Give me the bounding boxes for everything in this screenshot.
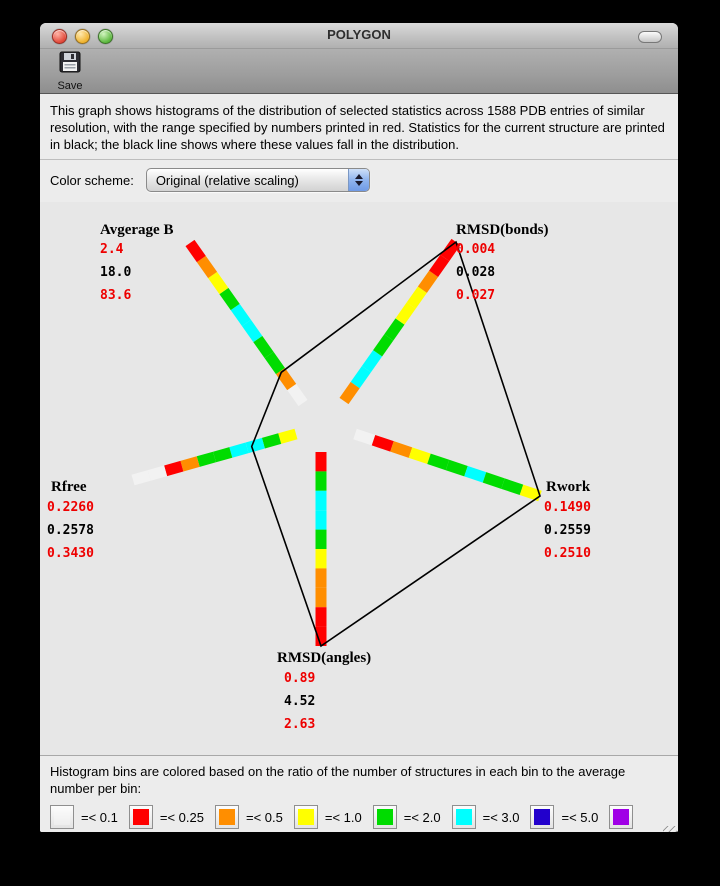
- axis-max-value-rmsd-angles: 2.63: [284, 717, 316, 732]
- axis-min-value-rmsd-bonds: 0.004: [456, 242, 496, 257]
- axis-max-value-rwork: 0.2510: [544, 546, 591, 561]
- legend-bins-row: [50, 805, 668, 829]
- histogram-segment: [429, 459, 448, 465]
- axis-current-value-rfree: 0.2578: [47, 523, 94, 538]
- axis-min-value-avgerage-b: 2.4: [100, 242, 124, 257]
- description-panel: [40, 94, 678, 160]
- legend-bin-swatch: [129, 805, 153, 829]
- histogram-segment: [466, 471, 485, 477]
- histogram-segment: [263, 439, 279, 444]
- histogram-segment: [166, 466, 182, 471]
- histogram-segment: [231, 448, 247, 453]
- legend-bin: [452, 805, 520, 829]
- histogram-segment: [400, 306, 411, 322]
- popup-arrows-icon: [348, 169, 369, 191]
- axis-label-rmsd-bonds: RMSD(bonds): [456, 222, 549, 238]
- save-floppy-icon: [58, 61, 82, 78]
- axis-label-rfree: Rfree: [51, 479, 87, 495]
- histogram-segment: [366, 353, 377, 369]
- histogram-segment: [224, 291, 235, 307]
- histogram-segment: [448, 465, 467, 471]
- axis-max-value-avgerage-b: 83.6: [100, 288, 132, 303]
- legend-bin-label: =< 1.0: [324, 809, 362, 825]
- polygon-window: [40, 23, 678, 832]
- color-scheme-popup[interactable]: [146, 168, 370, 192]
- legend-bin: [50, 805, 118, 829]
- histogram-segment: [280, 371, 291, 387]
- histogram-segment: [215, 452, 231, 457]
- histogram-segment: [198, 457, 214, 462]
- histogram-segment: [378, 337, 389, 353]
- histogram-segment: [355, 369, 366, 385]
- legend-bin-swatch: [609, 805, 633, 829]
- axis-current-value-avgerage-b: 18.0: [100, 265, 132, 280]
- histogram-segment: [411, 290, 422, 306]
- histogram-segment: [269, 355, 280, 371]
- histogram-segment: [247, 443, 263, 448]
- legend-bin: [294, 805, 362, 829]
- axis-current-value-rmsd-bonds: 0.028: [456, 265, 496, 280]
- polygon-plot-panel: [40, 202, 678, 755]
- histogram-segment: [258, 339, 269, 355]
- description-text: This graph shows histograms of the distribution of selected statistics across 1588 PDB entries of similar resolution, with the range specified by numbers printed in red. Statistics for the current structure are printed in black; the black line shows where these values fall in the distribution.: [50, 103, 665, 152]
- legend-bin-swatch: [373, 805, 397, 829]
- axis-min-value-rmsd-angles: 0.89: [284, 671, 316, 686]
- legend-bin-label: =< 0.1: [81, 809, 118, 825]
- window-title: POLYGON: [327, 27, 391, 42]
- histogram-segment: [374, 440, 393, 446]
- histogram-segment: [389, 322, 400, 338]
- save-button[interactable]: [48, 51, 92, 92]
- axis-min-value-rwork: 0.1490: [544, 500, 591, 515]
- legend-bin: [129, 805, 204, 829]
- color-scheme-label: Color scheme:: [50, 172, 134, 188]
- histogram-segment: [522, 490, 541, 496]
- legend-bin-swatch: [50, 805, 74, 829]
- axis-current-value-rwork: 0.2559: [544, 523, 591, 538]
- histogram-segment: [355, 434, 374, 440]
- histogram-segment: [392, 446, 411, 452]
- toolbar-toggle-button[interactable]: [638, 31, 662, 43]
- legend-bin: [530, 805, 598, 829]
- axis-max-value-rfree: 0.3430: [47, 546, 94, 561]
- legend-bin-label: =< 0.25: [159, 809, 204, 825]
- legend-bin-label: =< 3.0: [482, 809, 520, 825]
- histogram-segment: [235, 307, 246, 323]
- histogram-segment: [344, 385, 355, 401]
- legend-bin-label: =< 0.5: [245, 809, 283, 825]
- legend-panel: [40, 755, 678, 832]
- histogram-segment: [503, 484, 522, 490]
- histogram-segment: [213, 275, 224, 291]
- legend-bin-swatch: [294, 805, 318, 829]
- histogram-segment: [133, 475, 149, 480]
- axis-label-avgerage-b: Avgerage B: [100, 222, 174, 238]
- axis-current-value-rmsd-angles: 4.52: [284, 694, 316, 709]
- histogram-segment: [190, 243, 201, 259]
- save-button-label: Save: [57, 80, 83, 92]
- axis-label-rmsd-angles: RMSD(angles): [277, 650, 372, 666]
- resize-grip[interactable]: [663, 826, 677, 832]
- axis-max-value-rmsd-bonds: 0.027: [456, 288, 496, 303]
- histogram-segment: [485, 477, 504, 483]
- toolbar: [40, 49, 678, 94]
- legend-bin-swatch: [452, 805, 476, 829]
- legend-bin-swatch: [215, 805, 239, 829]
- legend-bin: [215, 805, 283, 829]
- color-scheme-row: [40, 160, 678, 202]
- legend-bin-label: =< 5.0: [561, 809, 599, 825]
- legend-bin-swatch: [530, 805, 554, 829]
- legend-text: Histogram bins are colored based on the ratio of the number of structures in each bin to the average number per bin:: [50, 764, 626, 796]
- histogram-segment: [247, 323, 258, 339]
- histogram-segment: [149, 471, 165, 476]
- legend-bin-label: =< 2.0: [403, 809, 441, 825]
- legend-bin: [373, 805, 441, 829]
- histogram-segment: [292, 387, 303, 403]
- histogram-segment: [411, 453, 430, 459]
- histogram-segment: [422, 274, 433, 290]
- title-bar[interactable]: [40, 23, 678, 49]
- histogram-segment: [280, 434, 296, 439]
- histogram-segment: [201, 259, 212, 275]
- axis-min-value-rfree: 0.2260: [47, 500, 94, 515]
- histogram-segment: [434, 258, 445, 274]
- color-scheme-selected-value: Original (relative scaling): [155, 172, 299, 188]
- axis-label-rwork: Rwork: [546, 479, 591, 495]
- legend-bin: [609, 805, 633, 829]
- histogram-segment: [182, 462, 198, 467]
